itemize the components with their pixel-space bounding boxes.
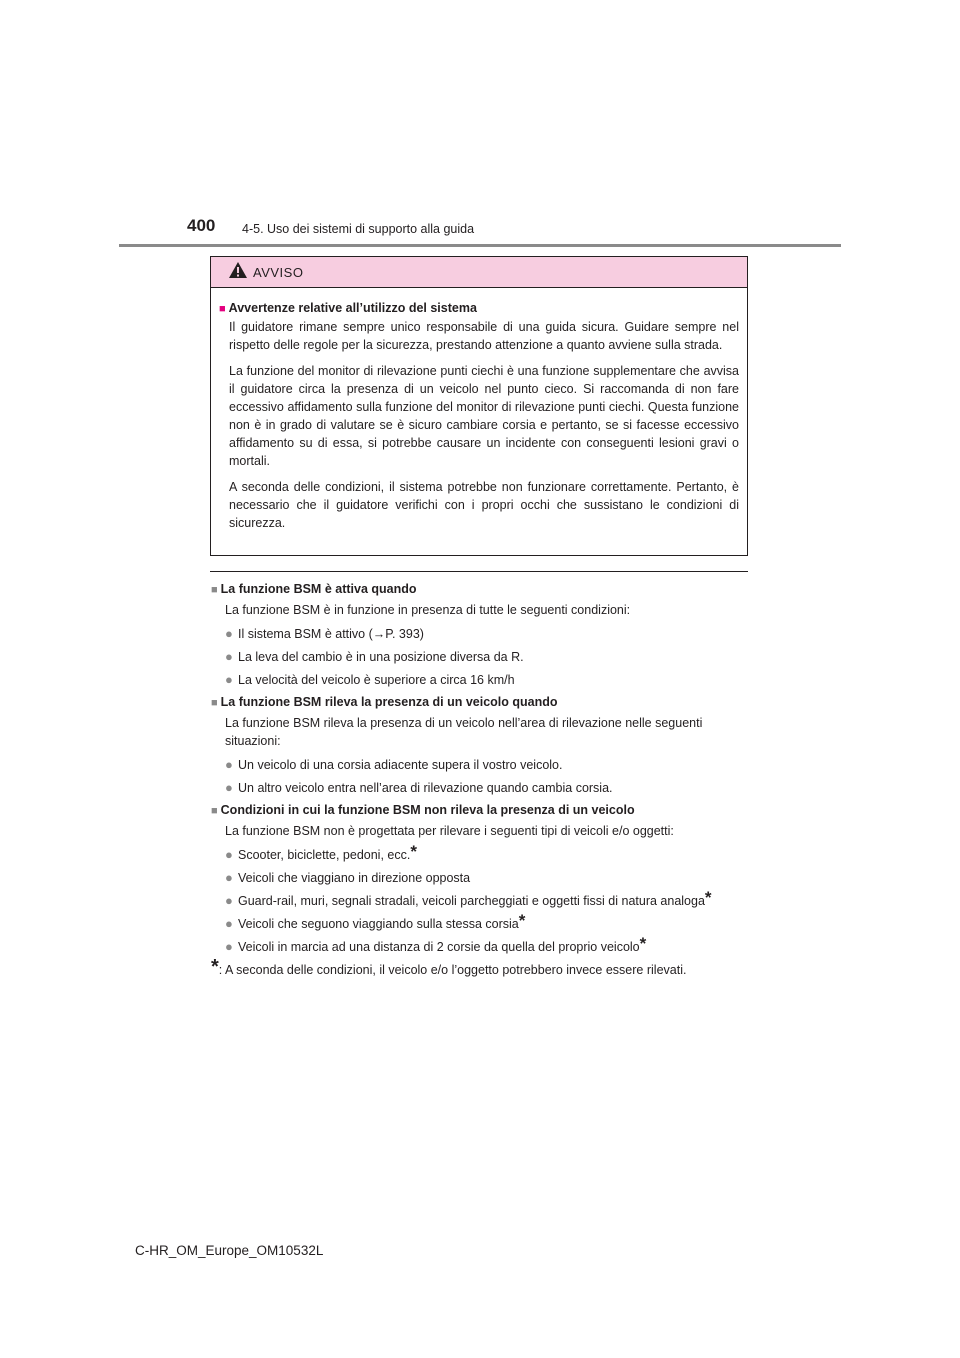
document-code-footer: C-HR_OM_Europe_OM10532L [135, 1243, 324, 1258]
main-content [211, 581, 749, 979]
bullet-dot-icon: ● [225, 893, 233, 908]
section-intro: La funzione BSM è in funzione in presenza di tutte le seguenti condizioni: [225, 603, 631, 617]
list-item: ● Veicoli in marcia ad una distanza di 2 corsie da quella del proprio veicolo* [225, 934, 647, 954]
section-heading: ■ La funzione BSM è attiva quando [211, 582, 417, 596]
section-heading: ■ Condizioni in cui la funzione BSM non rileva la presenza di un veicolo [211, 803, 635, 817]
bullet-dot-icon: ● [225, 757, 233, 772]
list-item: ● La leva del cambio è in una posizione diversa da R. [225, 649, 524, 664]
list-item: ● Scooter, biciclette, pedoni, ecc.* [225, 842, 417, 862]
warning-triangle-icon [228, 261, 248, 279]
list-item: ● Un altro veicolo entra nell’area di rilevazione quando cambia corsia. [225, 780, 613, 795]
section-intro: La funzione BSM rileva la presenza di un veicolo nell’area di rilevazione nelle seguenti situazioni: [225, 716, 703, 748]
bullet-dot-icon: ● [225, 780, 233, 795]
warning-heading: ■ Avvertenze relative all’utilizzo del sistema [219, 301, 477, 315]
footnote: *: A seconda delle condizioni, il veicolo e/o l’oggetto potrebbero invece essere rilevati. [211, 956, 687, 978]
header-divider [119, 244, 841, 247]
section-intro: La funzione BSM non è progettata per rilevare i seguenti tipi di veicoli e/o oggetti: [225, 824, 674, 838]
bullet-dot-icon: ● [225, 847, 233, 862]
list-item: ● Guard-rail, muri, segnali stradali, veicoli parcheggiati e oggetti fissi di natura analoga* [225, 888, 712, 908]
list-item: ● La velocità del veicolo è superiore a circa 16 km/h [225, 672, 515, 687]
warning-body [211, 288, 747, 532]
warning-paragraph: La funzione del monitor di rilevazione punti ciechi è una funzione supplementare che avvisa il guidatore circa la presenza di un veicolo nel punto cieco. Si raccomanda di non fare eccessivo affidamento sulla funzione del monitor di rilevazione punti ciechi. Questa funzione non è in grado di valutare se è sicuro cambiare corsia e pertanto, se si facesse eccessivo affidamento su di essa, si potrebbe causare un incidente con conseguenti lesioni gravi o mortali. [229, 364, 739, 468]
section-title: 4-5. Uso dei sistemi di supporto alla guida [242, 222, 475, 236]
footnote-marker: * [518, 911, 526, 930]
warning-paragraph: A seconda delle condizioni, il sistema potrebbe non funzionare correttamente. Pertanto, è necessario che il guidatore verifichi con i propri occhi che sussistano le condizioni di sicurezza. [229, 480, 739, 530]
warning-paragraph: Il guidatore rimane sempre unico responsabile di una guida sicura. Guidare sempre nel rispetto delle regole per la sicurezza, prestando attenzione a quanto avviene sulla strada. [229, 320, 739, 352]
footnote-marker: * [639, 934, 647, 953]
section-heading: ■ La funzione BSM rileva la presenza di un veicolo quando [211, 695, 558, 709]
list-item: ● Il sistema BSM è attivo (→P. 393) [225, 626, 424, 641]
footnote-marker: * [410, 842, 417, 861]
footnote-marker: * [211, 956, 219, 978]
list-item: ● Veicoli che seguono viaggiando sulla stessa corsia* [225, 911, 526, 931]
warning-title: AVVISO [253, 265, 304, 280]
bullet-dot-icon: ● [225, 626, 233, 641]
bullet-dot-icon: ● [225, 916, 233, 931]
footnote-marker: * [704, 888, 712, 907]
list-item: ● Veicoli che viaggiano in direzione opposta [225, 870, 471, 885]
square-bullet-icon: ■ [211, 584, 218, 596]
square-bullet-icon: ■ [211, 697, 218, 709]
page-number: 400 [187, 216, 216, 235]
square-bullet-icon: ■ [211, 805, 218, 817]
list-item: ● Un veicolo di una corsia adiacente supera il vostro veicolo. [225, 757, 563, 772]
bullet-dot-icon: ● [225, 939, 233, 954]
bullet-dot-icon: ● [225, 870, 233, 885]
warning-header [211, 257, 747, 288]
square-bullet-icon: ■ [219, 303, 226, 315]
section-divider [210, 571, 748, 572]
bullet-dot-icon: ● [225, 672, 233, 687]
warning-box [210, 256, 748, 556]
bullet-dot-icon: ● [225, 649, 233, 664]
